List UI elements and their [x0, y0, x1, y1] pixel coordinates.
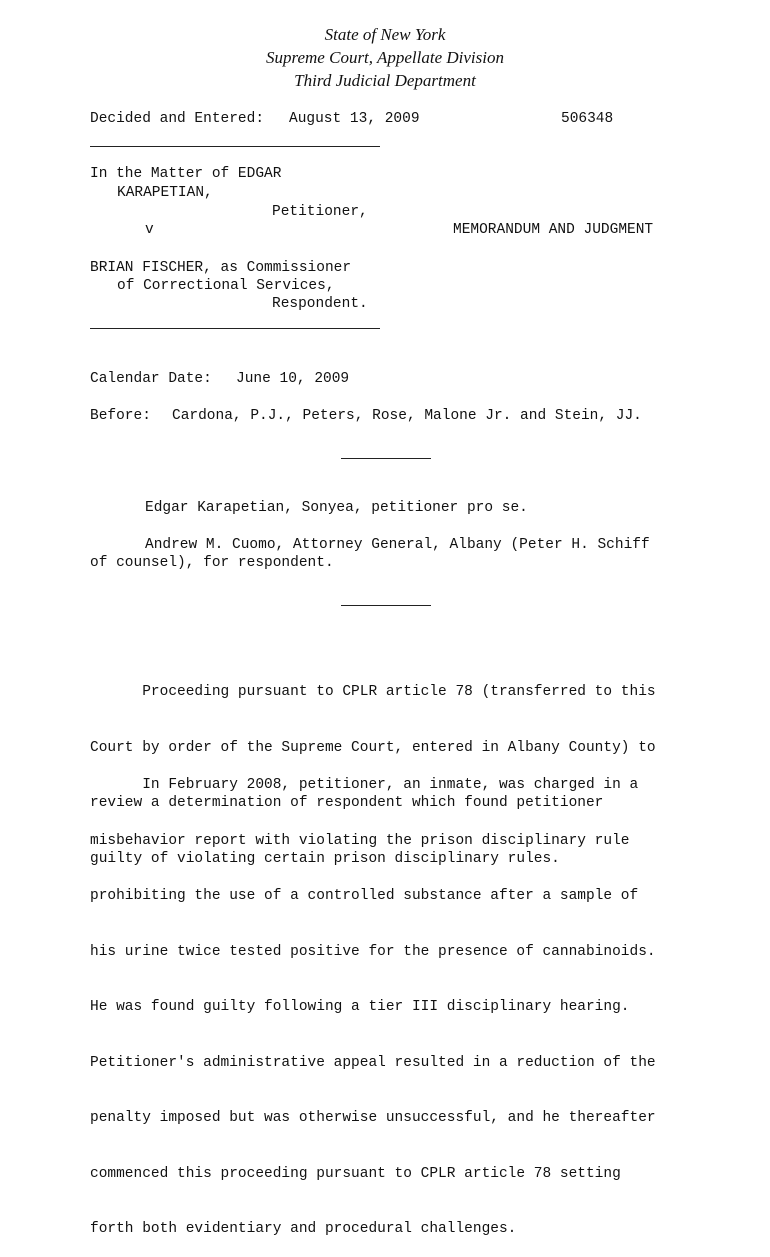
text-line: review a determination of respondent which found petitioner [90, 795, 604, 811]
text-line: forth both evidentiary and procedural challenges. [90, 1221, 517, 1237]
text-line: prohibiting the use of a controlled substance after a sample of [90, 888, 639, 904]
document-type: MEMORANDUM AND JUDGMENT [453, 222, 654, 238]
court-state: State of New York [324, 25, 446, 44]
calendar-label: Calendar Date: [90, 371, 212, 387]
text-line: penalty imposed but was otherwise unsuccessful, and he thereafter [90, 1110, 656, 1126]
body-paragraph-2 [90, 739, 690, 1257]
petitioner-name-line1: In the Matter of EDGAR [90, 166, 282, 182]
text-line: He was found guilty following a tier III disciplinary hearing. [90, 999, 630, 1015]
respondent-role: Respondent. [272, 296, 368, 312]
respondent-counsel-line1: Andrew M. Cuomo, Attorney General, Albany (Peter H. Schiff [145, 537, 650, 553]
text-line: Petitioner's administrative appeal resulted in a reduction of the [90, 1054, 656, 1071]
text-line: Court by order of the Supreme Court, entered in Albany County) to [90, 739, 656, 756]
text-line: misbehavior report with violating the prison disciplinary rule [90, 832, 630, 849]
court-name: Supreme Court, Appellate Division [266, 48, 504, 67]
petitioner-counsel: Edgar Karapetian, Sonyea, petitioner pro se. [145, 500, 528, 516]
text-line: commenced this proceeding pursuant to CPLR article 78 setting [90, 1165, 621, 1182]
petitioner-name-line2: KARAPETIAN, [117, 185, 213, 201]
decided-label: Decided and Entered: [90, 111, 265, 127]
caption-top-rule [90, 146, 380, 147]
decided-date: August 13, 2009 [289, 111, 420, 127]
section-divider-1 [341, 458, 431, 459]
caption-bottom-rule [90, 328, 380, 329]
respondent-counsel-line2: of counsel), for respondent. [90, 555, 334, 571]
respondent-name-line1: BRIAN FISCHER, as Commissioner [90, 260, 352, 276]
respondent-name-line2: of Correctional Services, [117, 278, 335, 294]
judges: Cardona, P.J., Peters, Rose, Malone Jr. and Stein, JJ. [172, 408, 642, 424]
text-line: Proceeding pursuant to CPLR article 78 (transferred to this [90, 684, 656, 700]
before-label: Before: [90, 408, 151, 424]
versus: v [145, 222, 154, 238]
text-line: guilty of violating certain prison disciplinary rules. [90, 850, 560, 867]
calendar-date: June 10, 2009 [236, 371, 350, 387]
court-department: Third Judicial Department [294, 71, 476, 90]
text-line: his urine twice tested positive for the presence of cannabinoids. [90, 943, 656, 960]
text-line: In February 2008, petitioner, an inmate, was charged in a [90, 777, 639, 793]
section-divider-2 [341, 605, 431, 606]
petitioner-role: Petitioner, [272, 204, 368, 220]
docket-number: 506348 [561, 111, 614, 127]
